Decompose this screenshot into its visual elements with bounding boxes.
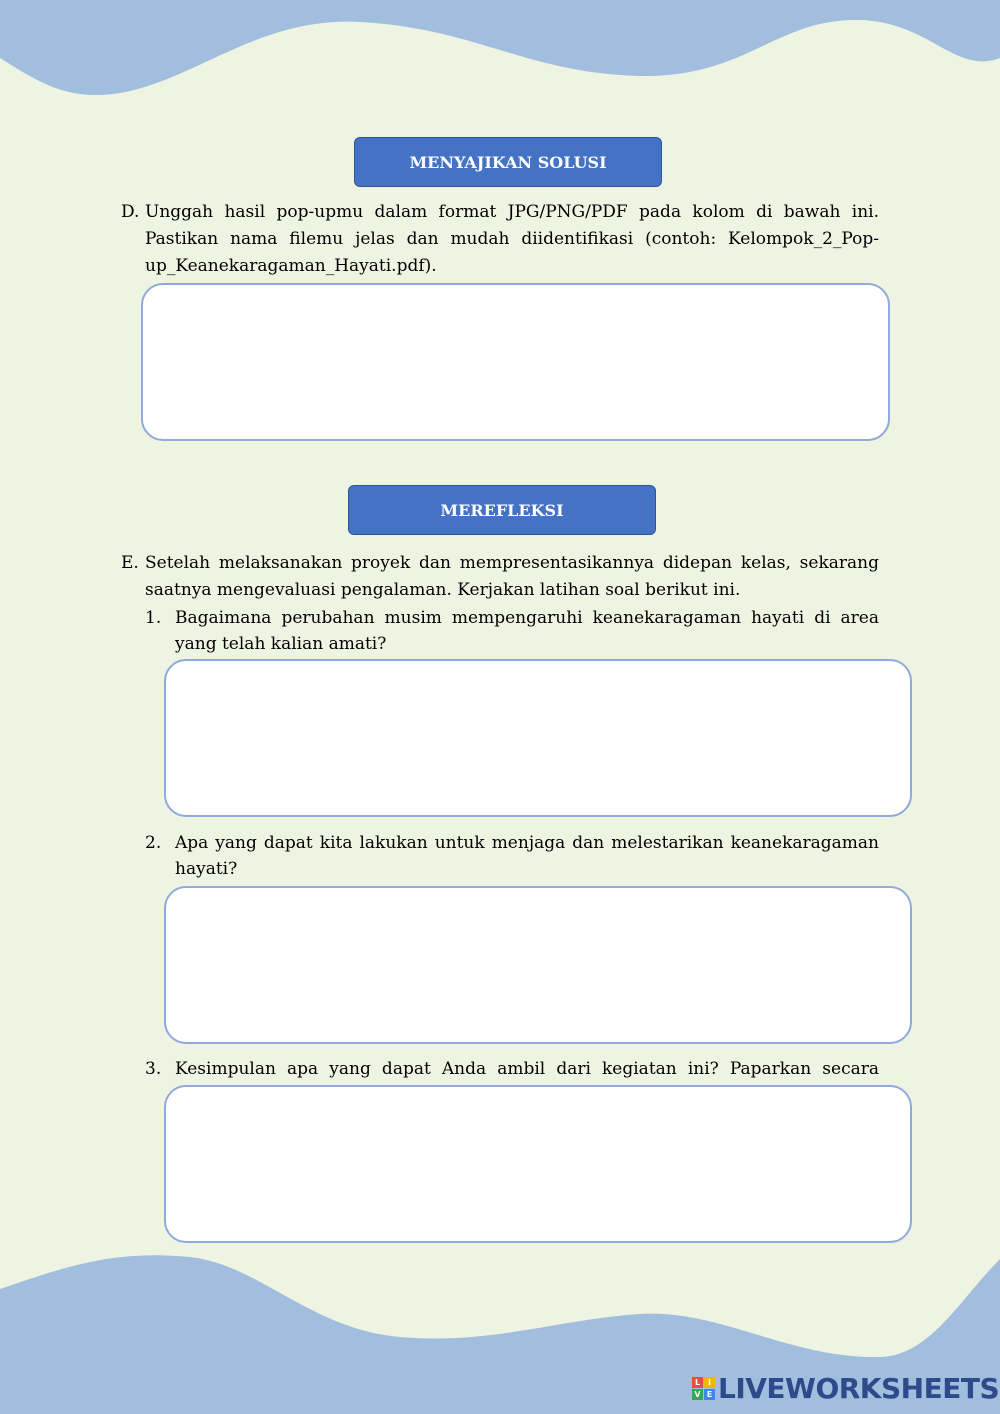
item-d-marker: D.: [121, 202, 140, 222]
upload-answer-box[interactable]: [141, 283, 890, 441]
menyajikan-solusi-label: MENYAJIKAN SOLUSI: [409, 152, 607, 172]
item-d-instruction: [121, 199, 879, 280]
question-3-text: Kesimpulan apa yang dapat Anda ambil dari kegiatan ini? Paparkan secara: [175, 1059, 879, 1079]
logo-mark-v: V: [692, 1389, 703, 1400]
item-e-instruction: [121, 550, 879, 604]
merefleksi-heading-button[interactable]: [348, 485, 656, 535]
liveworksheets-logo[interactable]: [692, 1372, 999, 1405]
question-2-number: 2.: [145, 833, 162, 853]
item-e-text: Setelah melaksanakan proyek dan mempresentasikannya didepan kelas, sekarang saatnya mengevaluasi pengalaman. Kerjakan latihan soal berikut ini.: [145, 553, 879, 600]
logo-mark-i: I: [704, 1377, 715, 1388]
question-1: [145, 605, 879, 657]
question-3-answer-box[interactable]: [164, 1085, 912, 1243]
question-3-number: 3.: [145, 1059, 162, 1079]
logo-mark-e: E: [704, 1389, 715, 1400]
liveworksheets-logo-text: LIVEWORKSHEETS: [718, 1372, 1000, 1405]
question-2: [145, 830, 879, 882]
question-2-answer-box[interactable]: [164, 886, 912, 1044]
logo-mark-l: L: [692, 1377, 703, 1388]
menyajikan-solusi-heading-button[interactable]: [354, 137, 662, 187]
question-1-answer-box[interactable]: [164, 659, 912, 817]
question-1-text: Bagaimana perubahan musim mempengaruhi keanekaragaman hayati di area yang telah kalian amati?: [175, 608, 879, 654]
merefleksi-label: MEREFLEKSI: [440, 500, 564, 520]
item-d-text: Unggah hasil pop-upmu dalam format JPG/PNG/PDF pada kolom di bawah ini. Pastikan nama filemu jelas dan mudah diidentifikasi (contoh: Kelompok_2_Pop-up_Keanekaragaman_Hayati.pdf).: [145, 202, 879, 276]
liveworksheets-logo-icon: [692, 1377, 715, 1400]
question-2-text: Apa yang dapat kita lakukan untuk menjaga dan melestarikan keanekaragaman hayati?: [175, 833, 879, 879]
item-e-marker: E.: [121, 553, 139, 573]
question-1-number: 1.: [145, 608, 162, 628]
top-wave-decoration: [0, 0, 1000, 110]
